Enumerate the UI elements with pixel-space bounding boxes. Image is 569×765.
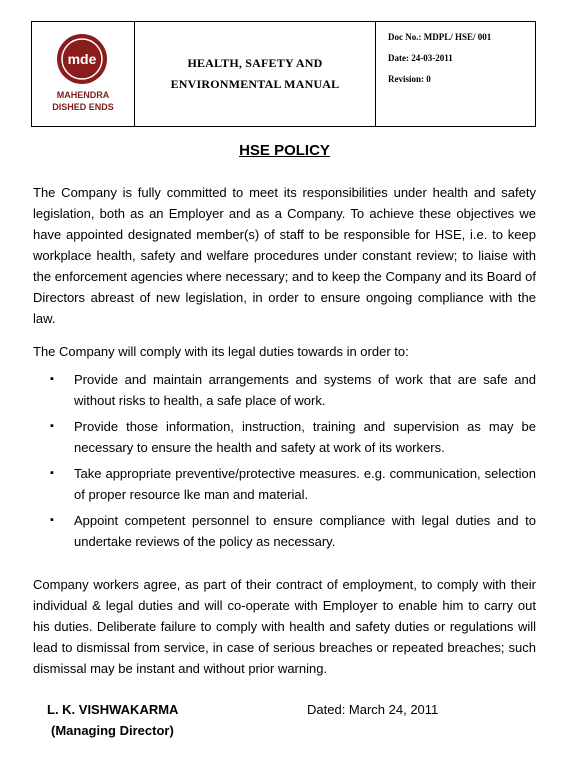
policy-title: HSE POLICY <box>239 142 330 159</box>
duty-text: Take appropriate preventive/protective measures. e.g. communication, selection of proper resource lke man and material. <box>74 466 536 502</box>
manual-title <box>135 22 376 126</box>
doc-number: Doc No.: MDPL/ HSE/ 001 <box>388 32 492 42</box>
list-item <box>33 510 536 552</box>
document-header <box>31 21 536 127</box>
signatory-title: (Managing Director) <box>51 723 174 738</box>
manual-title-line1: HEALTH, SAFETY AND <box>187 56 323 70</box>
signatory-name: L. K. VISHWAKARMA <box>47 702 179 717</box>
duties-list <box>33 369 536 557</box>
manual-title-line2: ENVIRONMENTAL MANUAL <box>170 77 340 91</box>
bullet-icon: ▪ <box>50 467 54 479</box>
bullet-icon: ▪ <box>50 514 54 526</box>
list-item <box>33 416 536 458</box>
duty-text: Provide and maintain arrangements and systems of work that are safe and without risks to health, a safe place of work. <box>74 372 536 408</box>
mde-logo-icon <box>56 33 108 85</box>
duty-text: Provide those information, instruction, training and supervision as may be necessary to ensure the health and safety at work of its workers. <box>74 419 536 455</box>
closing-paragraph: Company workers agree, as part of their contract of employment, to comply with their individual & legal duties and will co-operate with Employer to enable him to carry out his duties. Deliberate failure to comply with health and safety duties or regulations will lead to dismissal from service, in case of serious breaches or repeated breaches; such dismissal may be instant and without prior warning. <box>33 577 536 676</box>
company-logo <box>32 22 135 126</box>
intro-paragraph: The Company is fully committed to meet its responsibilities under health and safety legislation, both as an Employer and as a Company. To achieve these objectives we have appointed designated member(s) of staff to be responsible for HSE, i.e. to keep workplace health, safety and welfare procedures under constant review; to liaise with the enforcement agencies where necessary; and to keep the Company and its Board of Directors abreast of new legislation, in order to ensure ongoing compliance with the law. <box>33 185 536 326</box>
bullet-icon: ▪ <box>50 373 54 385</box>
list-item <box>33 463 536 505</box>
list-item <box>33 369 536 411</box>
dated-text: Dated: March 24, 2011 <box>307 702 439 717</box>
logo-mark-text: mde <box>67 51 97 67</box>
logo-company-line1: MAHENDRA <box>56 90 110 100</box>
bullet-icon: ▪ <box>50 420 54 432</box>
document-info <box>376 22 535 126</box>
doc-revision: Revision: 0 <box>388 74 431 84</box>
duty-text: Appoint competent personnel to ensure compliance with legal duties and to undertake reviews of the policy as necessary. <box>74 513 536 549</box>
doc-date: Date: 24-03-2011 <box>388 53 453 63</box>
duties-intro: The Company will comply with its legal duties towards in order to: <box>33 344 409 359</box>
logo-company-line2: DISHED ENDS <box>52 102 114 112</box>
